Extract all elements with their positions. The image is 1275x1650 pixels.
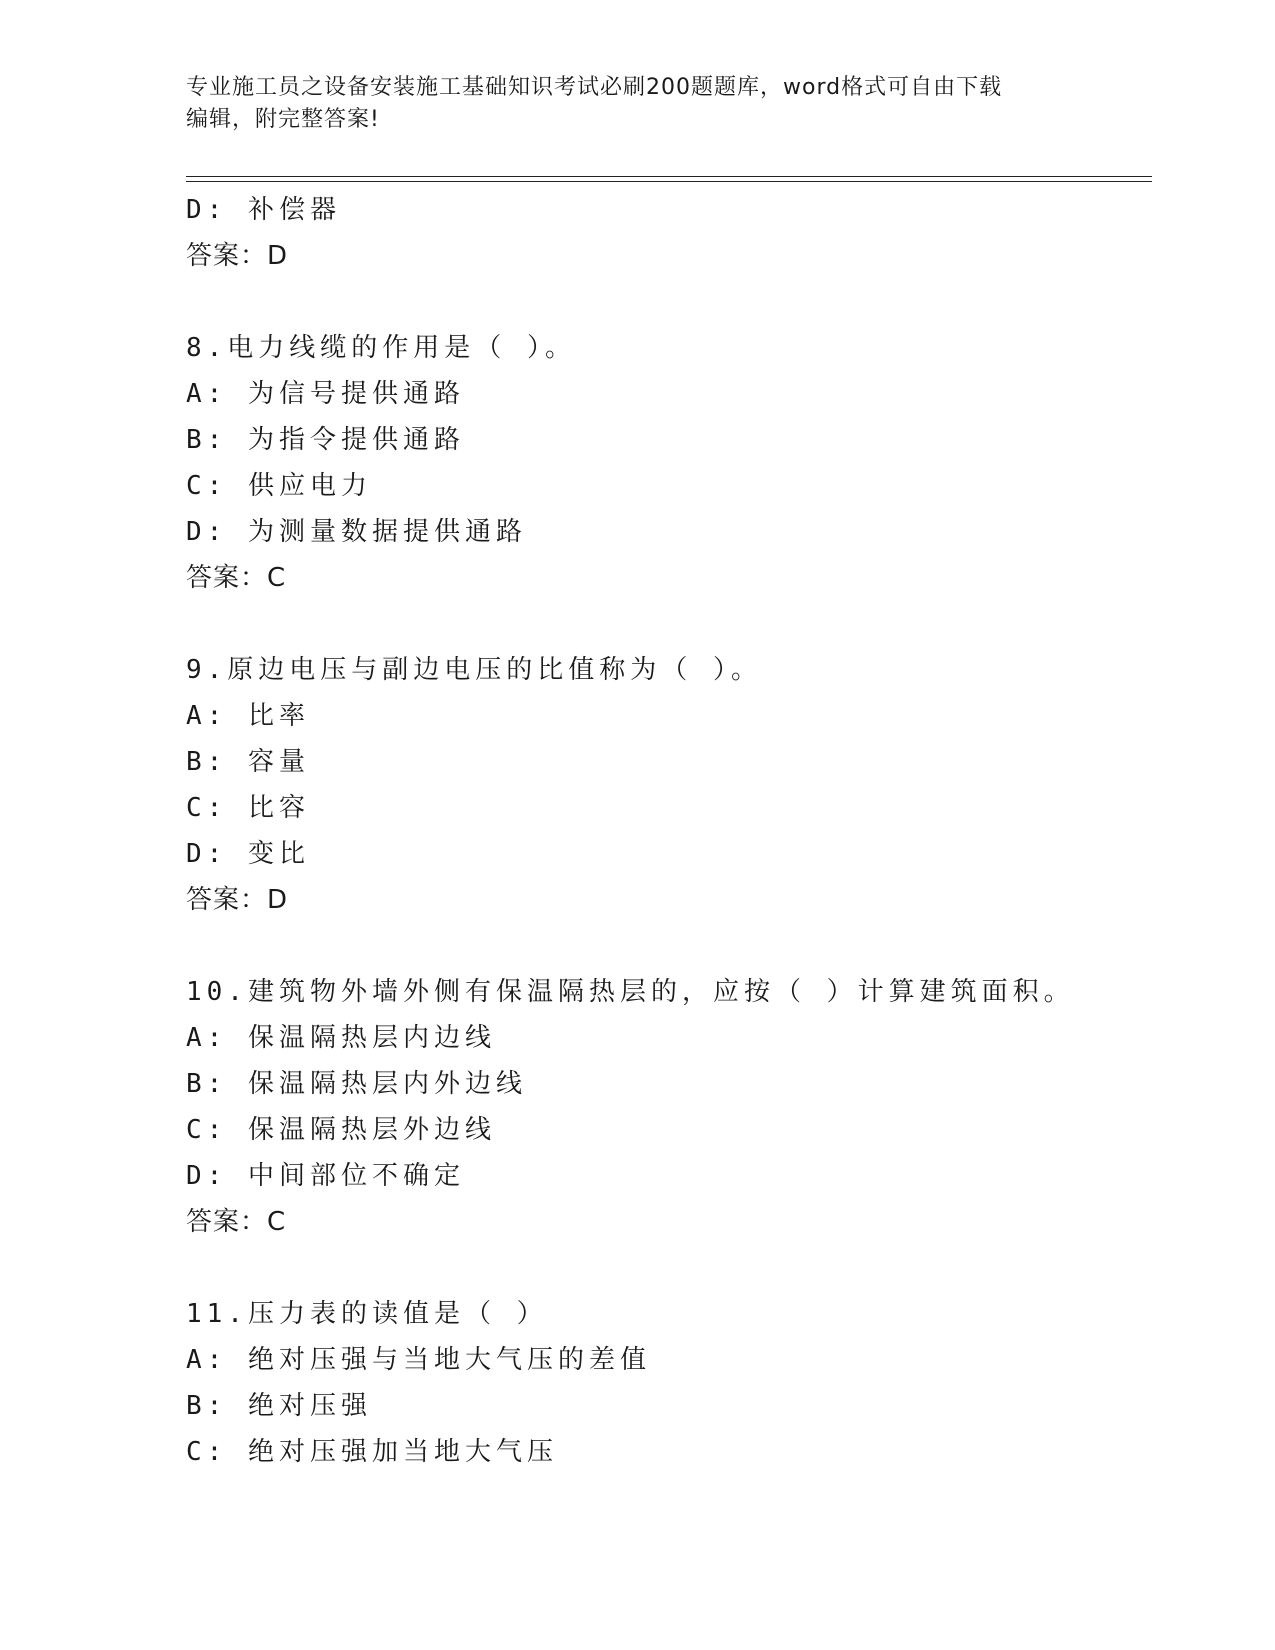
option-line: C: 供应电力 [186, 471, 372, 501]
option-line: D: 为测量数据提供通路 [186, 517, 527, 547]
option-line: D: 中间部位不确定 [186, 1161, 465, 1191]
question-stem: 8.电力线缆的作用是（ ）。 [186, 333, 576, 363]
option-line: D: 补偿器 [186, 195, 341, 225]
answer-line: 答案：C [186, 563, 287, 593]
option-line: B: 为指令提供通路 [186, 425, 465, 455]
spacer [186, 279, 1152, 325]
option-line: A: 为信号提供通路 [186, 379, 465, 409]
option-line: B: 容量 [186, 747, 310, 777]
option-line: D: 变比 [186, 839, 310, 869]
question-list [186, 187, 1152, 1475]
document-title [186, 72, 1086, 136]
option-line: C: 保温隔热层外边线 [186, 1115, 496, 1145]
option-line: A: 绝对压强与当地大气压的差值 [186, 1345, 651, 1375]
answer-line: 答案：C [186, 1207, 287, 1237]
answer-line: 答案：D [186, 885, 289, 915]
spacer [186, 923, 1152, 969]
option-line: A: 保温隔热层内边线 [186, 1023, 496, 1053]
spacer [186, 601, 1152, 647]
question-stem: 9.原边电压与副边电压的比值称为（ ）。 [186, 655, 762, 685]
option-line: B: 保温隔热层内外边线 [186, 1069, 527, 1099]
spacer [186, 1245, 1152, 1291]
header-rule-bottom [186, 181, 1152, 182]
question-stem: 10.建筑物外墙外侧有保温隔热层的，应按（ ）计算建筑面积。 [186, 977, 1075, 1007]
question-stem: 11.压力表的读值是（ ） [186, 1299, 548, 1329]
option-line: A: 比率 [186, 701, 310, 731]
title-line-2: 编辑，附完整答案! [186, 107, 380, 132]
option-line: C: 绝对压强加当地大气压 [186, 1437, 558, 1467]
title-line-1: 专业施工员之设备安装施工基础知识考试必刷200题题库，word格式可自由下载 [186, 75, 1003, 100]
header-rule-top [186, 176, 1152, 177]
option-line: B: 绝对压强 [186, 1391, 372, 1421]
answer-line: 答案：D [186, 241, 289, 271]
option-line: C: 比容 [186, 793, 310, 823]
